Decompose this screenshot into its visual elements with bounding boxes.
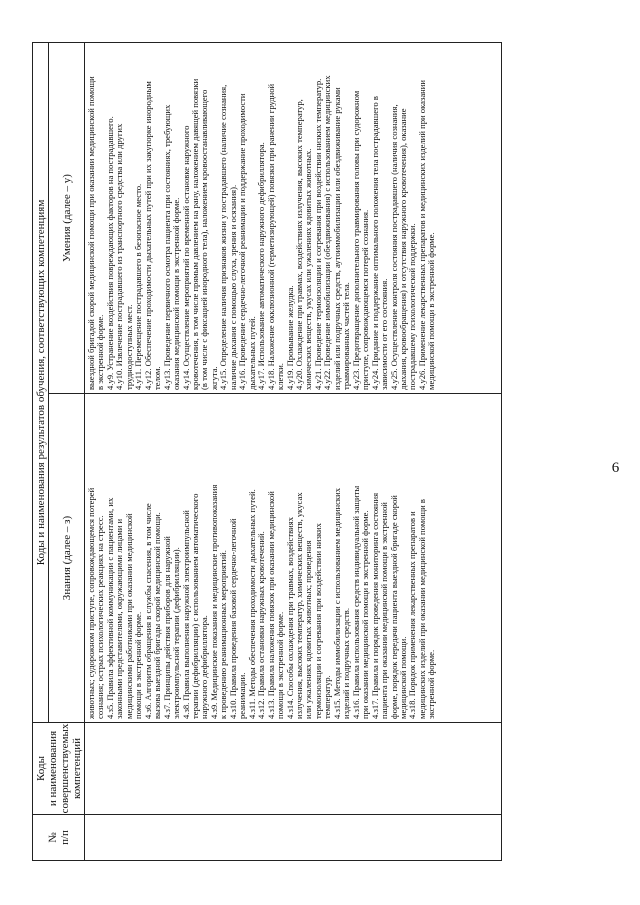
skills-line: 4.у19. Промывание желудка.	[284, 285, 295, 390]
skills-line: 4.у11. Перемещение пострадавшего в безопасное место.	[133, 183, 144, 390]
knowledge-cell	[85, 394, 502, 723]
skills-line: зависимости от его состояния.	[379, 278, 390, 390]
skills-line: 4.у10. Извлечение пострадавшего из транспортного средства или других	[114, 123, 125, 390]
column-header-number: № п/п	[33, 815, 85, 861]
knowledge-line: термоизоляции и согревания при воздействии низких	[312, 523, 323, 719]
skills-line: 4.у9. Устранение воздействия повреждающих факторов на пострадавшего.	[104, 116, 115, 390]
row-codes-cell	[85, 723, 502, 815]
skills-line: жгута.	[208, 366, 219, 390]
skills-line: дыхательных путей.	[246, 316, 257, 390]
page-number: 6	[611, 459, 620, 476]
skills-line: дыхания, кровообращения) и отсутствия наружного кровотечения), оказание	[397, 108, 408, 390]
knowledge-line: экстренной форме.	[426, 649, 437, 719]
knowledge-line: или ужалениях ядовитых животных; проведения	[303, 540, 314, 719]
knowledge-line: при оказании медицинской помощи в экстренной форме.	[360, 510, 371, 719]
skills-line: 4.у12. Обеспечение проходимости дыхательных путей при их закупорке инородным	[142, 81, 153, 390]
knowledge-line: законными представителями, окружающими лицами и	[114, 518, 125, 719]
knowledge-line: наружного дефибриллятора.	[199, 615, 210, 719]
skills-line: 4.у24. Придание и поддержание оптимального положения тела пострадавшего в	[369, 96, 380, 390]
knowledge-line: 4.з17. Правила и порядок проведения мониторинга состояния	[369, 492, 380, 719]
skills-line: 4.у15. Определение наличия признаков жизни у пострадавшего (наличие сознания,	[218, 84, 229, 390]
skills-line: наличие дыхания с помощью слуха, зрения и осязания).	[227, 184, 238, 390]
skills-line: клетки.	[275, 363, 286, 390]
skills-line: химических веществ, укусах или ужалениях ядовитых животных.	[303, 148, 314, 390]
knowledge-line: 4.з10. Правила проведения базовой сердечно-легочной	[227, 518, 238, 719]
knowledge-line: форме, порядок передачи пациента выездной бригаде скорой	[388, 495, 399, 719]
knowledge-line: 4.з8. Правила выполнения наружной электроимпульсной	[180, 510, 191, 719]
knowledge-line: помощи в экстренной форме.	[133, 611, 144, 719]
knowledge-line: изделий и подручных средств.	[341, 607, 352, 719]
knowledge-line: 4.з13. Правила наложения повязок при оказании медицинской	[265, 491, 276, 719]
knowledge-line: медицинской помощи.	[397, 636, 408, 719]
skills-line: изделий или подручных средств, аутоиммобилизации или обездвиживание руками	[331, 87, 342, 390]
knowledge-line: 4.з5. Правила эффективной коммуникации с пациентами, их	[104, 497, 115, 719]
knowledge-line: сознания; острых психологических реакциях на стресс.	[95, 515, 106, 719]
skills-line: труднодоступных мест.	[123, 304, 134, 390]
knowledge-line: реанимации.	[237, 672, 248, 719]
knowledge-line: 4.з6. Алгоритм обращения в службы спасения, в том числе	[142, 503, 153, 719]
knowledge-line: 4.з11. Методы обеспечения проходимости дыхательных путей.	[246, 489, 257, 719]
knowledge-line: пациента при оказании медицинской помощи в экстренной	[379, 502, 390, 719]
skills-line: кровотечения, в том числе прямым давлением на рану, наложением давящей повязки	[189, 78, 200, 390]
knowledge-line: 4.з14. Способы охлаждения при травмах, воздействиях	[284, 517, 295, 719]
knowledge-line: электроимпульсной терапии (дефибрилляции).	[171, 547, 182, 719]
knowledge-line: 4.з15. Методы иммобилизации с использованием медицинских	[331, 487, 342, 719]
knowledge-line: 4.з12. Правила остановки наружных кровотечений.	[256, 531, 267, 719]
knowledge-line: вызова выездной бригады скорой медицинской помощи.	[152, 512, 163, 719]
skills-line: телом.	[152, 366, 163, 390]
knowledge-line: животных; судорожном приступе, сопровождающемся потерей	[86, 487, 96, 719]
knowledge-line: терапии (дефибрилляции) с использованием автоматического	[189, 493, 200, 719]
skills-line: (в том числе с фиксацией инородного тела), наложением кровоостанавливающего	[199, 89, 210, 390]
skills-line: 4.у14. Осуществление мероприятий по временной остановке наружного	[180, 125, 191, 390]
skills-line: в экстренной форме.	[95, 314, 106, 390]
competencies-table	[32, 42, 502, 861]
knowledge-line: помощи в экстренной форме.	[275, 611, 286, 719]
skills-line: 4.у16. Проведение сердечно-легочной реанимации и поддержание проходимости	[237, 93, 248, 390]
skills-line: травмированных частей тела.	[341, 282, 352, 390]
column-header-results: Коды и наименования результатов обучения, соответствующих компетенциям	[33, 43, 49, 723]
skills-cell	[85, 43, 502, 394]
skills-line: 4.у17. Использование автоматического наружного дефибриллятора.	[256, 142, 267, 390]
knowledge-line: 4.з7. Принципы действия приборов для наружной	[161, 536, 172, 719]
column-header-knowledge: Знания (далее – з)	[49, 394, 85, 723]
skills-line: оказания медицинской помощи в экстренной форме.	[171, 197, 182, 390]
row-number-cell	[85, 815, 502, 861]
skills-line: 4.у26. Применение лекарственных препаратов и медицинских изделий при оказании	[416, 80, 427, 390]
knowledge-line: 4.з9. Медицинские показания и медицинские противопоказания	[208, 484, 219, 719]
skills-line: пострадавшему психологической поддержки.	[407, 223, 418, 390]
knowledge-line: излучения, высоких температур, химических веществ, укусах	[293, 492, 304, 719]
knowledge-line: к проведению реанимационных мероприятий.	[218, 550, 229, 719]
column-header-skills: Умения (далее – у)	[49, 43, 85, 394]
knowledge-line: медицинскими работниками при оказании медицинской	[123, 513, 134, 719]
skills-line: выездной бригадой скорой медицинской помощи при оказании медицинской помощи	[86, 76, 96, 390]
skills-line: 4.у23. Предотвращение дополнительного травмирования головы при судорожном	[350, 90, 361, 390]
skills-line: медицинской помощи в экстренной форме.	[426, 232, 437, 390]
knowledge-line: медицинских изделий при оказании медицинской помощи в	[416, 499, 427, 719]
knowledge-line: 4.з18. Порядок применения лекарственных препаратов и	[407, 511, 418, 719]
knowledge-line: температур.	[322, 675, 333, 719]
skills-line: 4.у21. Проведение термоизоляции и согревания при воздействии низких температур.	[312, 78, 323, 390]
knowledge-line: 4.з16. Правила использования средств индивидуальной защиты	[350, 485, 361, 719]
skills-line: 4.у25. Осуществление контроля состояния пострадавшего (наличия сознания,	[388, 104, 399, 390]
skills-line: 4.у20. Охлаждение при травмах, воздействиях излучения, высоких температур,	[293, 99, 304, 390]
skills-line: 4.у22. Проведение иммобилизации (обездвиживания) с использованием медицинских	[322, 75, 333, 390]
column-header-codes: Коды и наименования совершенствуемых компетенций	[34, 723, 83, 814]
skills-line: 4.у18. Наложение окклюзионной (герметизирующей) повязки при ранении грудной	[265, 83, 276, 390]
skills-line: 4.у13. Проведение первичного осмотра пациента при состояниях, требующих	[161, 104, 172, 390]
skills-line: приступе, сопровождающемся потерей сознания.	[360, 209, 371, 390]
